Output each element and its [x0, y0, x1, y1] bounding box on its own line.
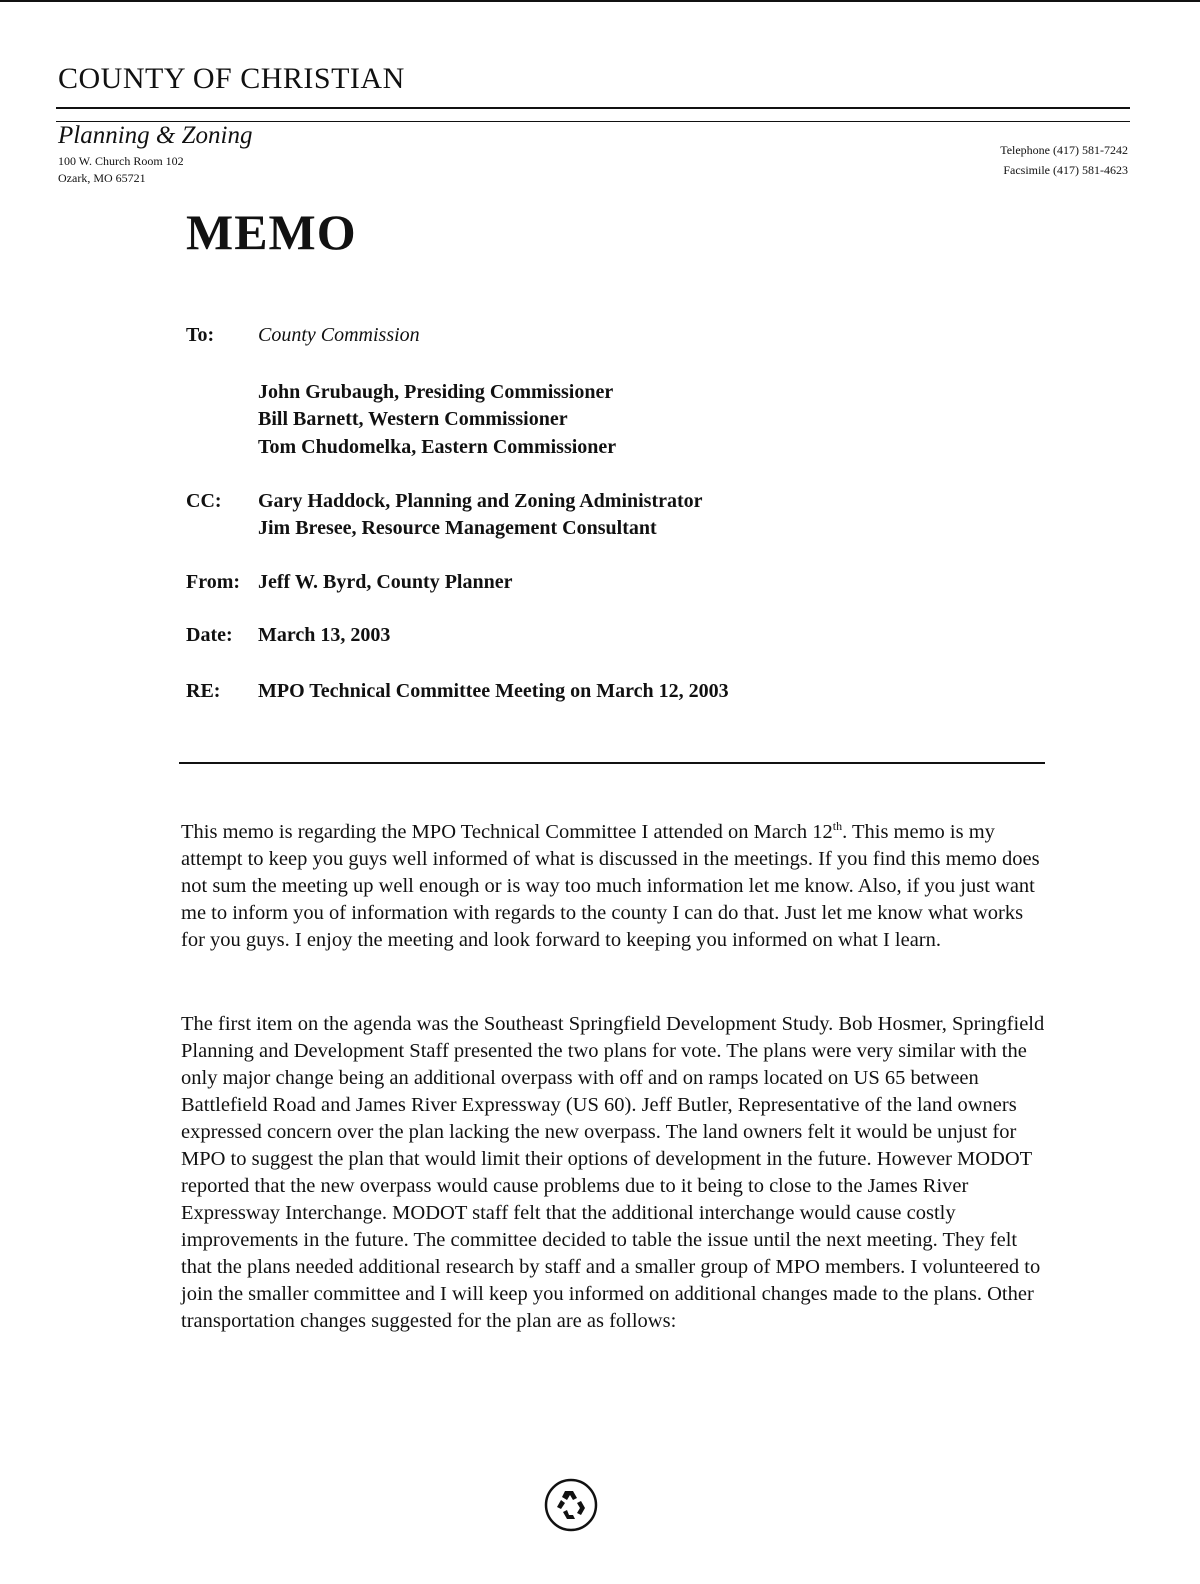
- body-paragraph-1: [181, 819, 1051, 954]
- cc-recipient: Gary Haddock, Planning and Zoning Administrator: [258, 490, 703, 512]
- header-divider: [179, 762, 1045, 764]
- ordinal-suffix: th: [832, 819, 843, 834]
- from-value: Jeff W. Byrd, County Planner: [258, 571, 513, 593]
- to-value: County Commission: [258, 324, 420, 346]
- cc-recipient: Jim Bresee, Resource Management Consultant: [258, 517, 657, 539]
- to-label: To:: [186, 324, 215, 346]
- letterhead-rule-top: [56, 107, 1130, 109]
- paragraph-1-text-end: . This memo is my attempt to keep you guys well informed of what is discussed in the meetings. If you find this memo does not sum the meeting up well enough or is way too much information let me know. Also, if you just want me to inform you of information with regards to the county I can do that. Just let me know what works for you guys. I enjoy the meeting and look forward to keeping you informed on what I learn.: [181, 821, 1040, 951]
- address-line-2: Ozark, MO 65721: [58, 171, 146, 185]
- cc-label: CC:: [186, 490, 222, 512]
- re-label: RE:: [186, 680, 221, 702]
- county-name: COUNTY OF CHRISTIAN: [58, 62, 405, 95]
- body-paragraph-2: The first item on the agenda was the Southeast Springfield Development Study. Bob Hosmer, Springfield Planning and Development Staff presented the two plans for vote. The plans were very similar with the only major change being an additional overpass with off and on ramps located on US 65 between Battlefield Road and James River Expressway (US 60). Jeff Butler, Representative of the land owners expressed concern over the plan lacking the new overpass. The land owners felt it would be unjust for MPO to suggest the plan that would limit their options of development in the future. However MODOT reported that the new overpass would cause problems due to it being to close to the James River Expressway Interchange. MODOT staff felt that the additional interchange would cause costly improvements in the future. The committee decided to table the issue until the next meeting. They felt that the plans needed additional research by staff and a smaller group of MPO members. I volunteered to join the smaller committee and I will keep you informed on additional changes made to the plans. Other transportation changes suggested for the plan are as follows:: [181, 1013, 1045, 1332]
- telephone: Telephone (417) 581-7242: [1000, 143, 1128, 157]
- date-value: March 13, 2003: [258, 624, 391, 646]
- department-name: Planning & Zoning: [58, 122, 253, 149]
- recipient: John Grubaugh, Presiding Commissioner: [258, 381, 614, 403]
- from-label: From:: [186, 571, 241, 593]
- top-edge-line: [0, 0, 1200, 2]
- address-line-1: 100 W. Church Room 102: [58, 154, 184, 168]
- recipient: Bill Barnett, Western Commissioner: [258, 408, 568, 430]
- recipient: Tom Chudomelka, Eastern Commissioner: [258, 436, 617, 458]
- facsimile: Facsimile (417) 581-4623: [1003, 163, 1128, 177]
- paragraph-1-text-start: This memo is regarding the MPO Technical Committee I attended on March 12: [181, 821, 833, 843]
- date-label: Date:: [186, 624, 233, 646]
- re-value: MPO Technical Committee Meeting on March 12, 2003: [258, 680, 729, 702]
- memo-title: MEMO: [186, 204, 357, 260]
- recycle-icon: [543, 1477, 599, 1533]
